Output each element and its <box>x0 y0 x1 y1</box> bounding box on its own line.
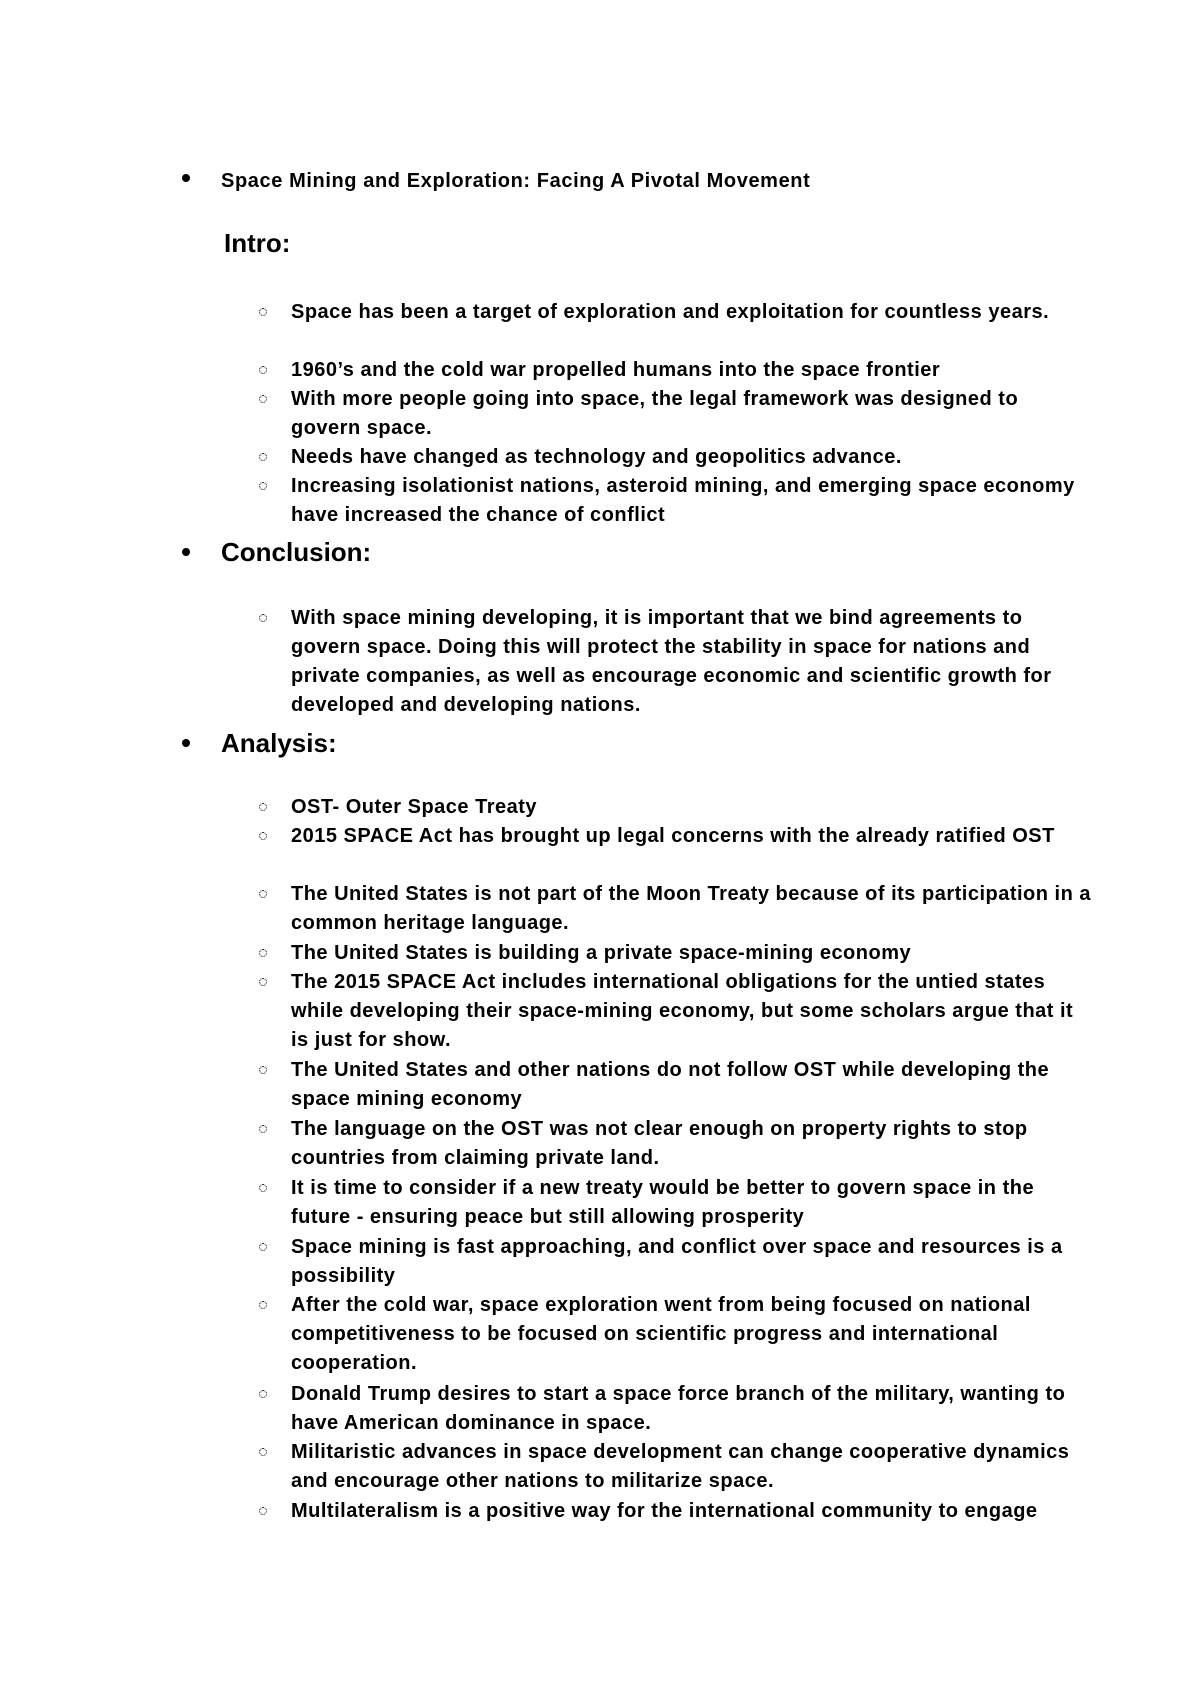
analysis-item: The United States is not part of the Moon Treaty because of its participation in a common heritage language. <box>291 880 1091 938</box>
analysis-item: Militaristic advances in space development can change cooperative dynamics and encourage other nations to militarize space. <box>291 1438 1091 1496</box>
circle-bullet-icon <box>259 890 267 898</box>
intro-item: Space has been a target of exploration and exploitation for countless years. <box>291 298 1091 327</box>
intro-heading: Intro: <box>224 228 291 258</box>
intro-item: Needs have changed as technology and geopolitics advance. <box>291 443 1091 472</box>
intro-item: 1960’s and the cold war propelled humans into the space frontier <box>291 356 1091 385</box>
analysis-item: It is time to consider if a new treaty would be better to govern space in the future - ensuring peace but still allowing prosperity <box>291 1174 1091 1232</box>
analysis-item: The 2015 SPACE Act includes international obligations for the untied states while developing their space-mining economy, but some scholars argue that it is just for show. <box>291 968 1091 1055</box>
analysis-item: The United States is building a private space-mining economy <box>291 939 1091 968</box>
analysis-item: Space mining is fast approaching, and conflict over space and resources is a possibility <box>291 1233 1091 1291</box>
intro-item: Increasing isolationist nations, asteroid mining, and emerging space economy have increased the chance of conflict <box>291 472 1091 530</box>
bullet-icon <box>182 174 190 182</box>
circle-bullet-icon <box>259 803 267 811</box>
circle-bullet-icon <box>259 1243 267 1251</box>
title-bullet-item <box>182 170 810 193</box>
analysis-item: Multilateralism is a positive way for the international community to engage <box>291 1497 1091 1526</box>
analysis-item: 2015 SPACE Act has brought up legal concerns with the already ratified OST <box>291 822 1091 851</box>
conclusion-item: With space mining developing, it is important that we bind agreements to govern space. Doing this will protect the stability in space for nations and private companies, as well as encourage economic and scientific growth for developed and developing nations. <box>291 604 1091 720</box>
analysis-item: The United States and other nations do not follow OST while developing the space mining economy <box>291 1056 1091 1114</box>
circle-bullet-icon <box>259 482 267 490</box>
intro-item: With more people going into space, the legal framework was designed to govern space. <box>291 385 1091 443</box>
circle-bullet-icon <box>259 614 267 622</box>
circle-bullet-icon <box>259 308 267 316</box>
analysis-item: After the cold war, space exploration went from being focused on national competitiveness to be focused on scientific progress and international cooperation. <box>291 1291 1091 1378</box>
circle-bullet-icon <box>259 366 267 374</box>
circle-bullet-icon <box>259 949 267 957</box>
circle-bullet-icon <box>259 832 267 840</box>
analysis-item: Donald Trump desires to start a space force branch of the military, wanting to have American dominance in space. <box>291 1380 1091 1438</box>
circle-bullet-icon <box>259 1301 267 1309</box>
circle-bullet-icon <box>259 1184 267 1192</box>
analysis-item: The language on the OST was not clear enough on property rights to stop countries from claiming private land. <box>291 1115 1091 1173</box>
bullet-icon <box>182 548 190 556</box>
analysis-heading-item <box>182 728 337 759</box>
circle-bullet-icon <box>259 1507 267 1515</box>
circle-bullet-icon <box>259 978 267 986</box>
analysis-item: OST- Outer Space Treaty <box>291 793 1091 822</box>
document-title: Space Mining and Exploration: Facing A Pivotal Movement <box>221 170 811 192</box>
circle-bullet-icon <box>259 453 267 461</box>
circle-bullet-icon <box>259 1390 267 1398</box>
circle-bullet-icon <box>259 1448 267 1456</box>
bullet-icon <box>182 739 190 747</box>
circle-bullet-icon <box>259 1125 267 1133</box>
conclusion-heading-item <box>182 537 371 568</box>
analysis-heading: Analysis: <box>221 728 337 758</box>
circle-bullet-icon <box>259 1066 267 1074</box>
circle-bullet-icon <box>259 395 267 403</box>
conclusion-heading: Conclusion: <box>221 537 372 567</box>
